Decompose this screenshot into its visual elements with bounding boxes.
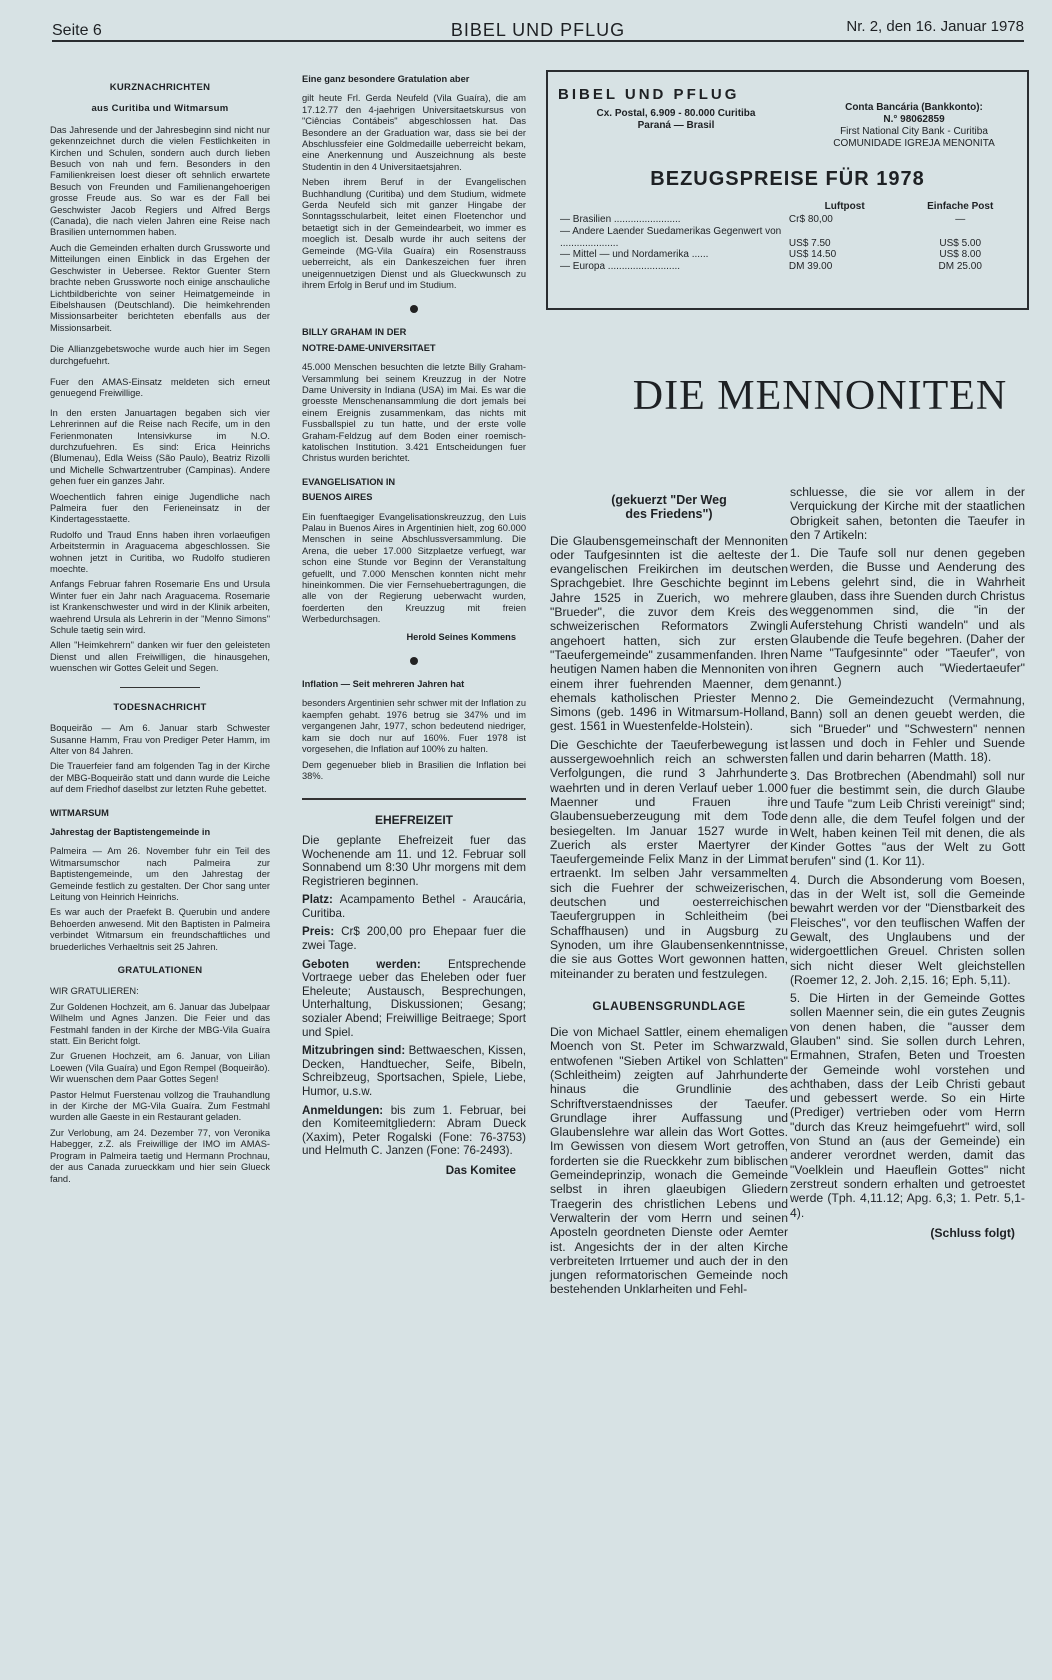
field-value: Cr$ 200,00 pro Ehepaar fuer die zwei Tage. bbox=[302, 925, 526, 953]
price-cell: DM 25.00 bbox=[938, 261, 982, 273]
article-signature: Das Komitee bbox=[445, 1163, 516, 1177]
field-label: Anmeldungen: bbox=[302, 1103, 384, 1117]
table-header-row bbox=[558, 200, 1018, 214]
article-item: 2. Die Gemeindezucht (Vermahnung, Bann) soll an denen geuebt werden, die sich "Brueder" und "Schwestern" nennen lassen und doch in Fehler und Suende fallen und darin beharren (Matth. 18). bbox=[790, 693, 1025, 765]
article-paragraph bbox=[302, 1104, 526, 1158]
region-cell: — Brasilien ........................ bbox=[560, 214, 681, 225]
evangelisation-title-2: BUENOS AIRES bbox=[302, 492, 373, 503]
article-paragraph: gilt heute Frl. Gerda Neufeld (Vila Guaíra), die am 17.12.77 den 4-jaehrigen Universitaetskursus von "Ciências Contábeis" abgeschlossen hat. Das Besondere an der Graduation war, dass sie bei der Abschlussfeier eine Goldmedaille ueberreicht bekam, eine Anerkennung und Auszeichnung als beste Studentin in den 4 Universitaetsjahren. bbox=[302, 93, 526, 172]
masthead: BIBEL UND PFLUG bbox=[450, 20, 626, 40]
article-item: 3. Das Brotbrechen (Abendmahl) soll nur fuer die bestimmt sein, die durch Glaube und Taufe "zum Leib Christi vereinigt" sind; denn alle, die dem Teufel folgen und der Welt, haben keinen Teil mit denen, die als Kinder Gottes "aus der Welt zu Gott berufen" sind (1. Kor 11). bbox=[790, 768, 1025, 869]
main-headline: DIE MENNONITEN bbox=[632, 373, 1008, 419]
inflation-lead: Inflation — Seit mehreren Jahren hat bbox=[302, 679, 465, 690]
article-paragraph: 45.000 Menschen besuchten die letzte Billy Graham-Versammlung bei seinem Kreuzzug in der Notre Dame University in Indiana (USA) im Mai. Es war die groesste Menschenansammlung die dort jemals bei einem Ereignis zusammenkam, das nichts mit Fussballspiel zu tun hatte, und der erste volle Graham-Feldzug auf dem Boden einer roemisch-katolischen Institution. 3.421 Entscheidungen fuer Christus wurden berichtet. bbox=[302, 362, 526, 464]
field-label: Mitzubringen sind: bbox=[302, 1044, 406, 1058]
bank-number: N.° 98062859 bbox=[883, 114, 945, 125]
article-paragraph: Zur Verlobung, am 24. Dezember 77, von Veronika Habegger, z.Z. als Freiwillige der IMO im AMAS-Program in Palmeira taetig und Hermann Prochnau, der aus Canada zurueckkam und hier sein Glueck fand. bbox=[50, 1127, 270, 1184]
column-4 bbox=[790, 485, 1025, 1246]
divider bbox=[120, 687, 200, 688]
ehefreizeit-title: EHEFREIZEIT bbox=[374, 813, 453, 828]
article-item: 1. Die Taufe soll nur denen gegeben werden, die Busse und Aenderung des Lebens gelehrt sind, die in Wahrheit glauben, dass ihre Suenden durch Christus weggenommen sind, die "in der Auferstehung Christi wandeln" und als Glaubende die Teufe begehren. (Daher der Name "Taufgesinnte" oder "Taeufer", von ihren Gegnern auch "Wiedertaeufer" genannt.) bbox=[790, 546, 1025, 689]
bullet-separator bbox=[410, 305, 418, 313]
article-paragraph: Die geplante Ehefreizeit fuer das Wochenende am 11. und 12. Februar soll Sonnabend um 8:30 Uhr morgens mit dem Registrieren beginnen. bbox=[302, 833, 526, 888]
article-paragraph: Boqueirão — Am 6. Januar starb Schwester Susanne Hamm, Frau von Prediger Peter Hamm, im Alter von 84 Jahren. bbox=[50, 723, 270, 756]
article-paragraph: Anfangs Februar fahren Rosemarie Ens und Ursula Winter fuer ein Jahr nach Araguacema. Rosemarie ist Krankenschwester und wird in der Klinik arbeiten, waehrend Ursula als Lehrerin in der "Menno Simons" Schule taetig sein wird. bbox=[50, 579, 270, 636]
evangelisation-title: EVANGELISATION IN bbox=[302, 476, 396, 487]
account-holder: COMUNIDADE IGREJA MENONITA bbox=[833, 138, 995, 149]
table-row bbox=[558, 226, 1018, 250]
column-3 bbox=[550, 485, 788, 1301]
article-paragraph: Allen "Heimkehrern" danken wir fuer den geleisteten Dienst und allen Freiwilligen, die hinausgehen, wuenschen wir Gottes Geleit und Segen. bbox=[50, 640, 270, 674]
subscription-box bbox=[546, 70, 1029, 310]
price-cell: DM 39.00 bbox=[788, 261, 833, 273]
article-paragraph: Fuer den AMAS-Einsatz meldeten sich erneut genuegend Freiwillige. bbox=[50, 376, 270, 399]
article-item: 5. Die Hirten in der Gemeinde Gottes sollen Maenner sein, die ein gutes Zeugnis von denen haben, die "ausser dem Glauben" sind. Sie sollen durch Lehren, Ermahnen, Strafen, Beten und Troesten der Gemeinde wohl vorstehen und achthaben, dass der Leib Christi gebaut und gebessert werde. So ein Hirte (Prediger) vertrieben oder vom Herrn "durch das Kreuz heimgefuehrt" wird, soll von Stund an (aus der Gemeinde) ein anderer verordnet werden, damit das "Voelklein und Haeuflein Gottes" nicht zerstreut sondern erhalten und getroestet werde (Tph. 4,11.12; Apg. 6,3; 1. Petr. 5,1-4). bbox=[790, 991, 1025, 1220]
article-paragraph: Rudolfo und Traud Enns haben ihren vorlaeufigen Arbeitstermin in Araguacema abgeschlossen. Sie wohnen jetzt in Curitiba, wo Rudolfo studieren moechte. bbox=[50, 529, 270, 575]
article-paragraph: Zur Gruenen Hochzeit, am 6. Januar, von Lilian Loewen (Vila Guaíra) und Egon Rempel (Boqueirão). Wir wuenschen dem Paar Gottes Segen! bbox=[50, 1051, 270, 1085]
table-header-empty bbox=[558, 200, 787, 214]
address-line: Cx. Postal, 6.909 - 80.000 Curitiba bbox=[596, 108, 756, 119]
section-heading: GLAUBENSGRUNDLAGE bbox=[592, 998, 746, 1013]
article-paragraph: Dem gegenueber blieb in Brasilien die Inflation bei 38%. bbox=[302, 759, 526, 781]
price-cell: US$ 7.50 bbox=[788, 237, 831, 249]
article-paragraph: Ein fuenftaegiger Evangelisationskreuzzug, den Luis Palau in Buenos Aires in Argentinien hielt, zog 60.000 Menschen in seine Abschlussversammlung. Die Arena, die ueber 17.000 Sitzplaetze verfuegt, war schon eine Stunde vor Beginn der Veranstaltung gefuellt, und 7.000 Menschen konnten nicht mehr hineinkommen. Die vier Fernsehuebertragungen, die alle von der Regierung ueberwacht wurden, foerderten den Kreuzzug mit freien Werbedurchsagen. bbox=[302, 511, 526, 625]
region-cell: — Andere Laender Suedamerikas Gegenwert von ..................... bbox=[560, 225, 782, 249]
table-row bbox=[558, 249, 1018, 261]
billy-graham-title: BILLY GRAHAM IN DER bbox=[302, 327, 407, 338]
page-header bbox=[52, 18, 1024, 42]
field-value: bis zum 1. Februar, bei den Komiteemitgliedern: Abram Dueck (Xaxim), Peter Rogalski (Fone: 76-3753) und Helmuth C. Janzen (Fone: 76-2493). bbox=[302, 1103, 526, 1158]
article-paragraph: Woechentlich fahren einige Jugendliche nach Palmeira fuer den Ferieneinsatz in der Kindertagesstaette. bbox=[50, 491, 270, 525]
article-paragraph: Es war auch der Praefekt B. Querubin und andere Behoerden anwesend. Mit den Baptisten in Palmeira verbindet Witmarsum ein freundschaftliches und bruederliches Verhaeltnis seit 25 Jahren. bbox=[50, 907, 270, 952]
billy-graham-title-2: NOTRE-DAME-UNIVERSITAET bbox=[302, 342, 436, 353]
article-paragraph: In den ersten Januartagen begaben sich vier Lehrerinnen auf die Reise nach Recife, um in den Ferienmonaten Intensivkurse im N.O. durchzufuehren. Es sind: Erica Heinrichs (Blumenau), Edla Weiss (São Paulo), Beatriz Rizolli und Michelle Schwartzentruber (Campinas). Andere gehen fuer ein ganzes Jahr. bbox=[50, 407, 270, 487]
gratulationen-title: GRATULATIONEN bbox=[117, 965, 203, 976]
article-paragraph: Die von Michael Sattler, einem ehemaligen Moench von St. Peter im Schwarzwald, entwofenen "Sieben Artikel von Schlatten" (Schleitheim) zeigten auf Jahrhunderte hinaus die Grundlinie des Schriftverstaendnisses der Taeufer. Grundlage ihrer Auffassung und Glaubenslehre war allein das Wort Gottes. Im Gewissen von diesem Wort getroffen, forderten sie die Rueckkehr zum biblischen Gemeindeprinzip, wonach die Gemeinde selbst in ihren glaeubigen Gliedern Traegerin des christlichen Lebens und Verwalterin der vom Herrn und seinen Aposteln geordneten Dienste oder Aemter ist. Angesichts der in der alten Kirche verbreiteten Irrtuemer und auch der in den jungen reformatorischen Gemeinde noch bestehenden Unklarheiten und Fehl- bbox=[550, 1025, 788, 1297]
page-number: Seite 6 bbox=[52, 22, 102, 39]
price-cell: US$ 14.50 bbox=[788, 249, 837, 261]
price-cell: US$ 5.00 bbox=[939, 237, 982, 249]
price-table bbox=[558, 200, 1018, 273]
kurznachrichten-subtitle: aus Curitiba und Witmarsum bbox=[91, 103, 229, 115]
divider bbox=[302, 798, 526, 800]
field-value: Acampamento Bethel - Araucária, Curitiba. bbox=[302, 893, 526, 920]
region-cell: — Mittel — und Nordamerika ...... bbox=[560, 249, 709, 261]
witmarsum-subtitle: Jahrestag der Baptistengemeinde in bbox=[50, 826, 211, 837]
bank-account bbox=[814, 102, 1014, 150]
article-source: Herold Seines Kommens bbox=[406, 631, 516, 642]
article-paragraph: Auch die Gemeinden erhalten durch Grussworte und Mitteilungen einen Einblick in das Ergehen der Geschwister in Uebersee. Rektor Guenter Stern brachte neben Grussworte noch einige anschauliche Lichtbildberichte von seiner Heimatgemeinde in Eibelshausen (Deutschland). Die heimkehrenden Missionsarbeiter berichteten ebenfalls aus der Missionsarbeit. bbox=[50, 242, 270, 333]
price-cell: — bbox=[955, 214, 966, 225]
postal-address bbox=[596, 108, 756, 132]
kurznachrichten-title: KURZNACHRICHTEN bbox=[109, 82, 211, 93]
column-2 bbox=[302, 70, 526, 1184]
witmarsum-title: WITMARSUM bbox=[50, 807, 109, 818]
issue-date: Nr. 2, den 16. Januar 1978 bbox=[846, 18, 1024, 35]
field-label: Geboten werden: bbox=[302, 957, 421, 971]
field-value: Entsprechende Vortraege ueber das Eheleben oder fuer Eheleute; Austausch, Besprechungen, Unterhaltung, Diskussionen; Gesang; sozialer Abend; Freiwillige Beitraege; Sport und Spiel. bbox=[302, 957, 526, 1039]
continued-note: (Schluss folgt) bbox=[930, 1225, 1015, 1240]
article-paragraph: Die Trauerfeier fand am folgenden Tag in der Kirche der MBG-Boqueirão statt und dann wurde die Leiche auf dem Friedhof daselbst zur letzten Ruhe gebettet. bbox=[50, 761, 270, 795]
price-cell: Cr$ 80,00 bbox=[788, 214, 833, 225]
table-header: Luftpost bbox=[824, 201, 865, 212]
region-cell: — Europa .......................... bbox=[560, 261, 681, 273]
bullet-separator bbox=[410, 657, 418, 665]
article-paragraph bbox=[302, 925, 526, 952]
prices-title: BEZUGSPREISE FÜR 1978 bbox=[650, 168, 925, 190]
address-line: Paraná — Brasil bbox=[637, 120, 715, 131]
article-paragraph: Die Allianzgebetswoche wurde auch hier im Segen durchgefuehrt. bbox=[50, 344, 270, 366]
article-paragraph: Palmeira — Am 26. November fuhr ein Teil des Witmarsumschor nach Palmeira zur Baptistengemeinde, um den Jahrestag der Gemeinde festlich zu gestalten. Der Chor sang unter Leitung von Heinrich Heinrichs. bbox=[50, 846, 270, 902]
article-paragraph: Die Geschichte der Taeuferbewegung ist aussergewoehnlich reich an schwersten Verfolgungen, die rund 3 Jahrhunderte waehrten und in deren Verlauf ueber 1.000 Maenner und Frauen ihre Glaubensueberzeugung mit dem Tode besiegelten. Im Januar 1527 wurde in Zuerich als erster Maertyrer der Taeufergemeinde Felix Manz in der Limmat ertraenkt. Im selben Jahr versammelten sich die Fuehrer der schweizerischen, deutschen und oesterreichischen Taeufergruppen in Schleitheim (bei Schaffhausen) und in Augsburg zu Synoden, um ihre Glaubensenkenntnisse, die sie aus Gottes Wort gewonnen hatten, miteinander zu beraten und festzulegen. bbox=[550, 737, 788, 981]
table-row bbox=[558, 261, 1018, 273]
table-header: Einfache Post bbox=[927, 201, 994, 212]
article-item: 4. Durch die Absonderung vom Boesen, das in der Welt ist, soll die Gemeinde bewahrt werden vor der "Dienstbarkeit des Fleisches", vor den teuflischen Waffen der Gewalt, des Unglaubens und der widergoettlichen Greuel. Christen sollen sich nicht dieser Welt gleichstellen (Roemer 12, 2. Joh. 2,15. 16; Eph. 5,11). bbox=[790, 872, 1025, 987]
article-paragraph: Neben ihrem Beruf in der Evangelischen Buchhandlung (Curitiba) und dem Studium, widmete Gerda Neufeld sich mit ganzer Hingabe der Sonntagsschularbeit, leitet einen Floetenchor und betaetigt sich in der Gemeindearbeit, wo immer es moeglich ist. Desalb wurde ihr auch seitens der Gemeinde (MG-Vila Guaíra) ein Rosenstrauss ueberreicht, als ein Dankeszeichen fuer ihren uneigennuetzigen Dienst und als Glueckwunsch zu ihrem Erfolg in Beruf und im Studium. bbox=[302, 177, 526, 290]
subtitle-line: des Friedens") bbox=[625, 507, 713, 522]
subtitle-line: (gekuerzt "Der Weg bbox=[611, 493, 727, 507]
todesnachricht-title: TODESNACHRICHT bbox=[113, 701, 207, 713]
bank-label: Conta Bancária (Bankkonto): bbox=[845, 102, 983, 113]
article-paragraph bbox=[302, 958, 526, 1040]
ehefreizeit-article bbox=[302, 814, 526, 1177]
article-paragraph bbox=[302, 1044, 526, 1098]
table-row bbox=[558, 214, 1018, 226]
field-label: Platz: bbox=[302, 893, 333, 907]
article-paragraph: besonders Argentinien sehr schwer mit der Inflation zu kaempfen gehabt. 1976 betrug sie 347% und im vergangenen Jahr, 1977, schon bedeutend niedriger, kam sie doch nur auf 160%. Fuer 1978 ist vorgesehen, die Inflation auf 100% zu halten. bbox=[302, 698, 526, 755]
article-paragraph: schluesse, die sie vor allem in der Verquickung der Kirche mit der staatlichen Obrigkeit sahen, betonten die Taeufer in den 7 Artikeln: bbox=[790, 485, 1025, 542]
article-paragraph: Zur Goldenen Hochzeit, am 6. Januar das Jubelpaar Wilhelm und Agnes Janzen. Die Feier und das Festmahl fanden in der Kirche der MBG-Vila Guaíra statt. Ein Bericht folgt. bbox=[50, 1001, 270, 1047]
gratulation-heading: Eine ganz besondere Gratulation aber bbox=[302, 74, 470, 84]
field-label: Preis: bbox=[302, 925, 335, 939]
publication-name: BIBEL UND PFLUG bbox=[558, 86, 740, 103]
field-value: Bettwaeschen, Kissen, Decken, Handtuecher, Seife, Bibeln, Schreibzeug, Sportsachen, Spiele, Liebe, Humor, u.s.w. bbox=[302, 1044, 526, 1098]
headline-subtitle bbox=[550, 493, 788, 522]
price-cell: US$ 8.00 bbox=[939, 249, 982, 261]
bank-name: First National City Bank - Curitiba bbox=[840, 126, 988, 137]
article-paragraph bbox=[302, 893, 526, 920]
article-paragraph: Die Glaubensgemeinschaft der Mennoniten oder Taufgesinnten ist die aelteste der evangelischen Freikirchen im deutschen Sprachgebiet. Ihre Geschichte beginnt im Jahre 1525 in Zuerich, wo mehrere "Brueder", die zuvor dem Kreis des schweizerischen Reformators Zwingli angehoert hatten, sich zur ersten "Taeufergemeinde" zusammenfanden. Ihren heutigen Namen haben die Mennoniten von einem ihrer fuehrenden Maenner, dem ehemals katholischen Priester Menno Simons (geb. 1496 in Witmarsum-Holland, gest. 1561 in Wuestenfelde-Holstein). bbox=[550, 533, 788, 734]
gratulationen-subtitle: WIR GRATULIEREN: bbox=[50, 986, 139, 997]
column-1 bbox=[50, 76, 270, 1189]
article-paragraph: Das Jahresende und der Jahresbeginn sind nicht nur gekennzeichnet durch die vielen Festlichkeiten in Kirchen und Schulen, sondern auch durch lieben Besuch von nah und fern. Besonders in den Familienkreisen loest dieser oft sehnlich erwartete Besuch von Freunden und Familienangehoerigen grosse Freude aus. So war es der Fall bei Geschwister Jacob Regiers und Alfred Bergs (Canada), die nach vielen Jahren eine Reise nach Brasilien unternommen haben. bbox=[50, 124, 270, 238]
article-paragraph: Pastor Helmut Fuerstenau vollzog die Trauhandlung in der Kirche der MG-Vila Guaíra. Zum Festmahl wurden alle Gaeste in ein Restaurant geladen. bbox=[50, 1089, 270, 1123]
